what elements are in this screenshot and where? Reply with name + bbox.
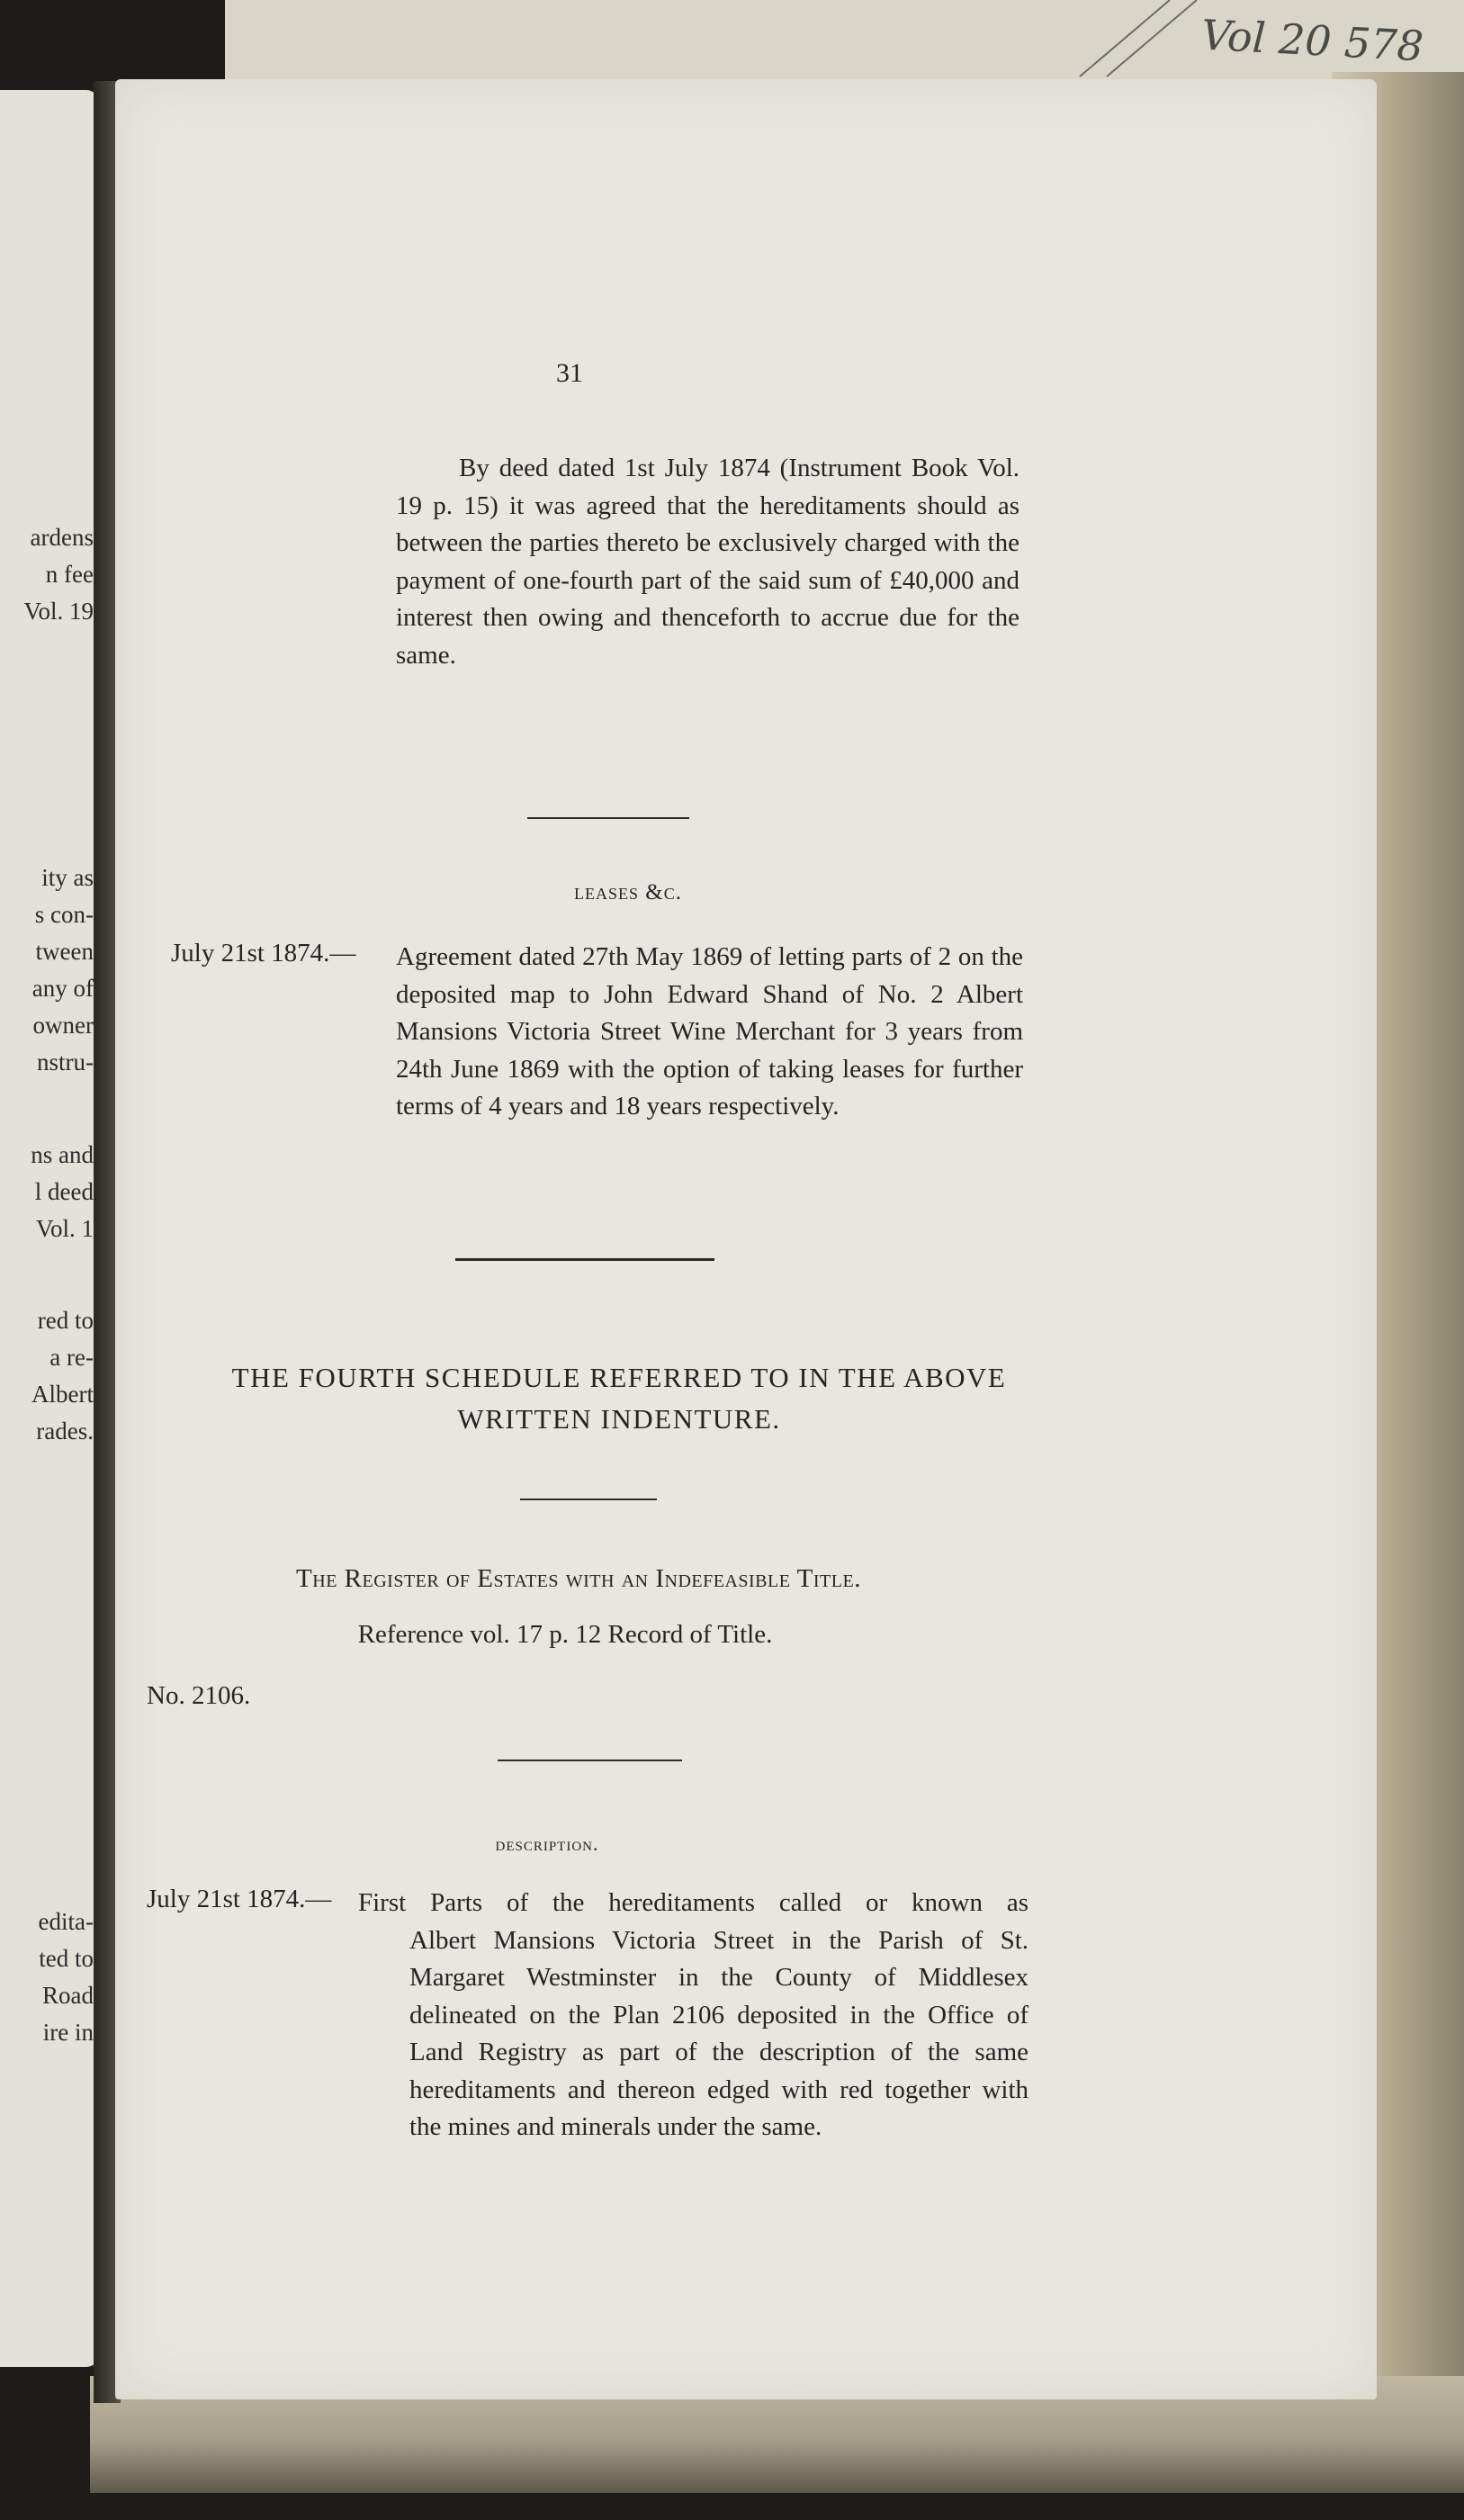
record-reference: Reference vol. 17 p. 12 Record of Title. — [357, 1620, 773, 1649]
left-page-fragment: a re- — [49, 1344, 94, 1371]
left-page-fragment: owner — [32, 1012, 94, 1039]
handwritten-volume-note: Vol 20 578 — [1199, 10, 1425, 71]
lease-entry-text: Agreement dated 27th May 1869 of letting parts of 2 on the deposited map to John Edward Shand of No. 2 Albert Mansions Victoria Street Wine Merchant for 3 years from 24th June 1869 with the option of taking leases for further terms of 4 years and 18 years respectively. — [396, 942, 1023, 1120]
section-divider — [520, 1498, 657, 1500]
left-page-fragment: s con- — [34, 901, 94, 928]
left-page — [0, 90, 99, 2367]
entry-number: No. 2106. — [147, 1681, 251, 1710]
section-divider — [498, 1760, 682, 1761]
left-page-fragment: tween — [35, 938, 94, 965]
section-divider — [527, 817, 689, 819]
left-page-fragment: rades. — [36, 1418, 94, 1444]
left-page-fragment: edita- — [38, 1908, 94, 1935]
left-page-fragment: ity as — [41, 864, 94, 891]
description-entry-date: July 21st 1874.— — [147, 1885, 332, 1913]
left-page-fragment: l deed — [34, 1178, 94, 1205]
left-page-fragment: nstru- — [37, 1048, 94, 1076]
left-page-fragment: any of — [31, 975, 94, 1002]
description-first-line: First Parts of the hereditaments called or known as — [358, 1888, 1028, 1917]
left-page-fragment: ns and — [31, 1141, 94, 1168]
left-page-fragment: n fee — [45, 561, 94, 588]
description-entry-text: Albert Mansions Victoria Street in the Parish of St. Margaret Westminster in the County of Middlesex delineated on the Plan 2106 deposited in the Office of Land Registry as part of the description of the same hereditaments and thereon edged with red together with the mines and minerals under the same. — [409, 1925, 1028, 2141]
register-title: The Register of Estates with an Indefeasible Title. — [296, 1564, 861, 1593]
leases-heading: leases &c. — [574, 880, 682, 904]
left-page-fragment: Vol. 19 — [23, 598, 94, 625]
section-divider — [455, 1258, 714, 1261]
schedule-heading-line: THE FOURTH SCHEDULE REFERRED TO IN THE ABOVE — [231, 1362, 1007, 1393]
schedule-heading — [151, 1357, 1087, 1440]
left-page-fragment: Road — [42, 1982, 94, 2009]
left-page-fragment: Vol. 1 — [35, 1215, 94, 1242]
description-heading: description. — [495, 1832, 599, 1855]
page-number: 31 — [556, 358, 583, 388]
lease-entry-date: July 21st 1874.— — [171, 939, 356, 968]
schedule-heading-line: WRITTEN INDENTURE. — [457, 1403, 781, 1435]
left-page-fragment: red to — [37, 1307, 94, 1334]
left-page-fragment: ardens — [30, 524, 94, 551]
left-page-fragment: ire in — [42, 2019, 94, 2046]
left-page-fragment: ted to — [39, 1945, 94, 1972]
deed-paragraph: By deed dated 1st July 1874 (Instrument Book Vol. 19 p. 15) it was agreed that the hereditaments should as between the parties thereto be exclusively charged with the payment of one-fourth part of the said sum of £40,000 and interest then owing and thenceforth to accrue due for the same. — [396, 454, 1019, 670]
left-page-fragment: Albert — [31, 1381, 94, 1408]
right-page — [115, 79, 1377, 2399]
